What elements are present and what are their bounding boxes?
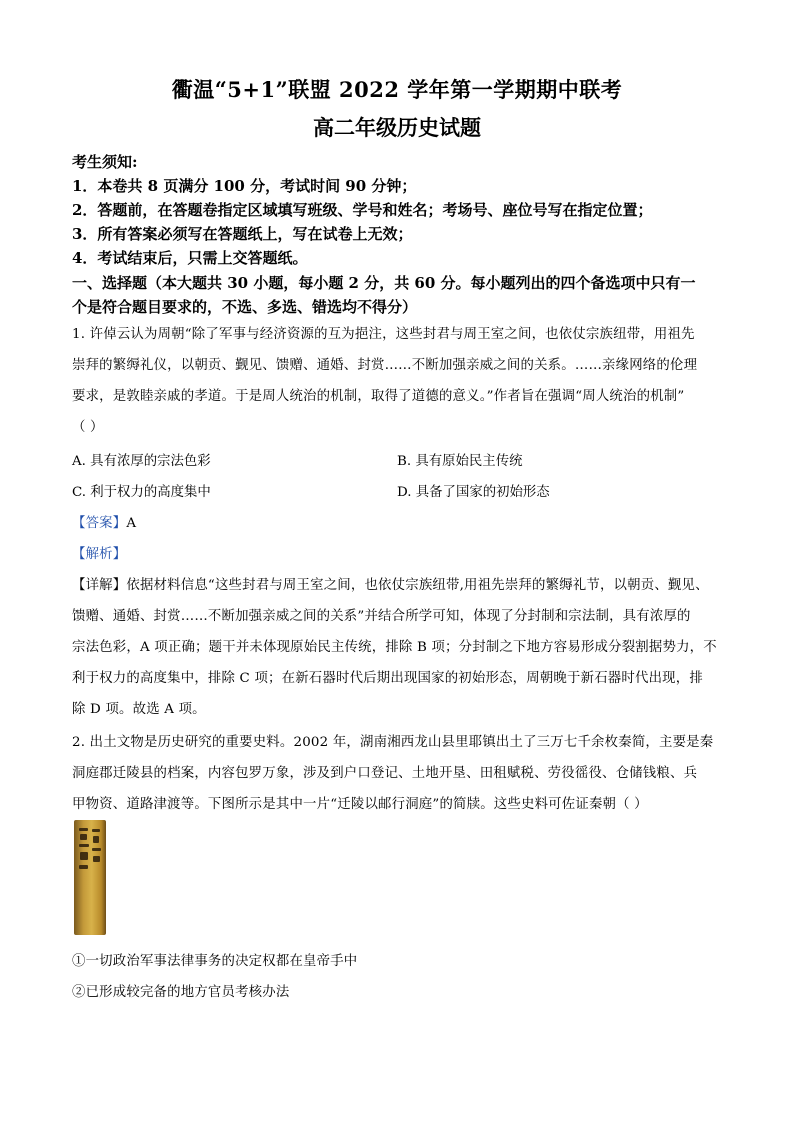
detail-text: 除 D 项。故选 A 项。 xyxy=(72,702,206,717)
question-2-text: 洞庭郡迁陵县的档案，内容包罗万象，涉及到户口登记、土地开垦、田租赋税、劳役徭役、仓储钱粮、兵 xyxy=(72,766,698,781)
analysis-label: 【解析】 xyxy=(72,547,127,562)
notice-item: 1．本卷共 8 页满分 100 分，考试时间 90 分钟； xyxy=(72,177,417,195)
section-heading: 一、选择题（本大题共 30 小题，每小题 2 分，共 60 分。每小题列出的四个备选项中只有一 xyxy=(72,274,696,292)
answer-value: A xyxy=(126,516,137,531)
detail-text: 馈赠、通婚、封赏……不断加强亲威之间的关系”并结合所学可知，体现了分封制和宗法制，具有浓厚的 xyxy=(72,609,691,624)
notice-item: 4．考试结束后，只需上交答题纸。 xyxy=(72,249,308,267)
exam-subtitle: 高二年级历史试题 xyxy=(313,115,481,140)
question-1-blank: （ ） xyxy=(72,420,104,435)
question-2-text: 2. 出土文物是历史研究的重要史料。2002 年，湖南湘西龙山县里耶镇出土了三万七千余枚秦简，主要是秦 xyxy=(72,735,714,750)
notice-heading: 考生须知: xyxy=(72,153,138,171)
question-1-text: 崇拜的繁缛礼仪，以朝贡、觐见、馈赠、通婚、封赏……不断加强亲威之间的关系。……亲缘网络的伦理 xyxy=(72,358,698,373)
section-heading-cont: 个是符合题目要求的，不选、多选、错选均不得分） xyxy=(72,298,418,316)
notice-item: 2．答题前，在答题卷指定区域填写班级、学号和姓名；考场号、座位号写在指定位置； xyxy=(72,201,653,219)
detail-label: 【详解】 xyxy=(72,578,127,593)
option-b: B. 具有原始民主传统 xyxy=(397,454,523,469)
option-a: A. 具有浓厚的宗法色彩 xyxy=(72,454,211,469)
detail-text: 利于权力的高度集中，排除 C 项；在新石器时代后期出现国家的初始形态，周朝晚于新石器时代出现，排 xyxy=(72,671,703,686)
answer-line xyxy=(72,512,722,531)
question-1-text: 要求，是敦睦亲戚的孝道。于是周人统治的机制，取得了道德的意义。”作者旨在强调“周人统治的机制” xyxy=(72,389,685,404)
question-2-text: 甲物资、道路津渡等。下图所示是其中一片“迁陵以邮行洞庭”的简牍。这些史料可佐证秦朝（ ） xyxy=(72,797,648,812)
bamboo-slip-image xyxy=(74,820,106,935)
detail-line xyxy=(72,574,722,593)
exam-title: 衢温“5+1”联盟 2022 学年第一学期期中联考 xyxy=(171,77,623,102)
detail-text: 宗法色彩，A 项正确；题干并未体现原始民主传统，排除 B 项；分封制之下地方容易形成分裂割据势力，不 xyxy=(72,640,717,655)
choice-1: ①一切政治军事法律事务的决定权都在皇帝手中 xyxy=(72,954,358,969)
question-1-text: 1. 许倬云认为周朝“除了军事与经济资源的互为挹注，这些封君与周王室之间，也依仗宗族纽带，用祖先 xyxy=(72,327,695,342)
choice-2: ②已形成较完备的地方官员考核办法 xyxy=(72,985,290,1000)
option-d: D. 具备了国家的初始形态 xyxy=(397,485,550,500)
detail-text: 依据材料信息“这些封君与周王室之间，也依仗宗族纽带,用祖先崇拜的繁缛礼节，以朝贡、觐见、 xyxy=(126,578,709,593)
option-c: C. 利于权力的高度集中 xyxy=(72,485,211,500)
notice-item: 3．所有答案必须写在答题纸上，写在试卷上无效； xyxy=(72,225,413,243)
answer-label: 【答案】 xyxy=(72,516,127,531)
